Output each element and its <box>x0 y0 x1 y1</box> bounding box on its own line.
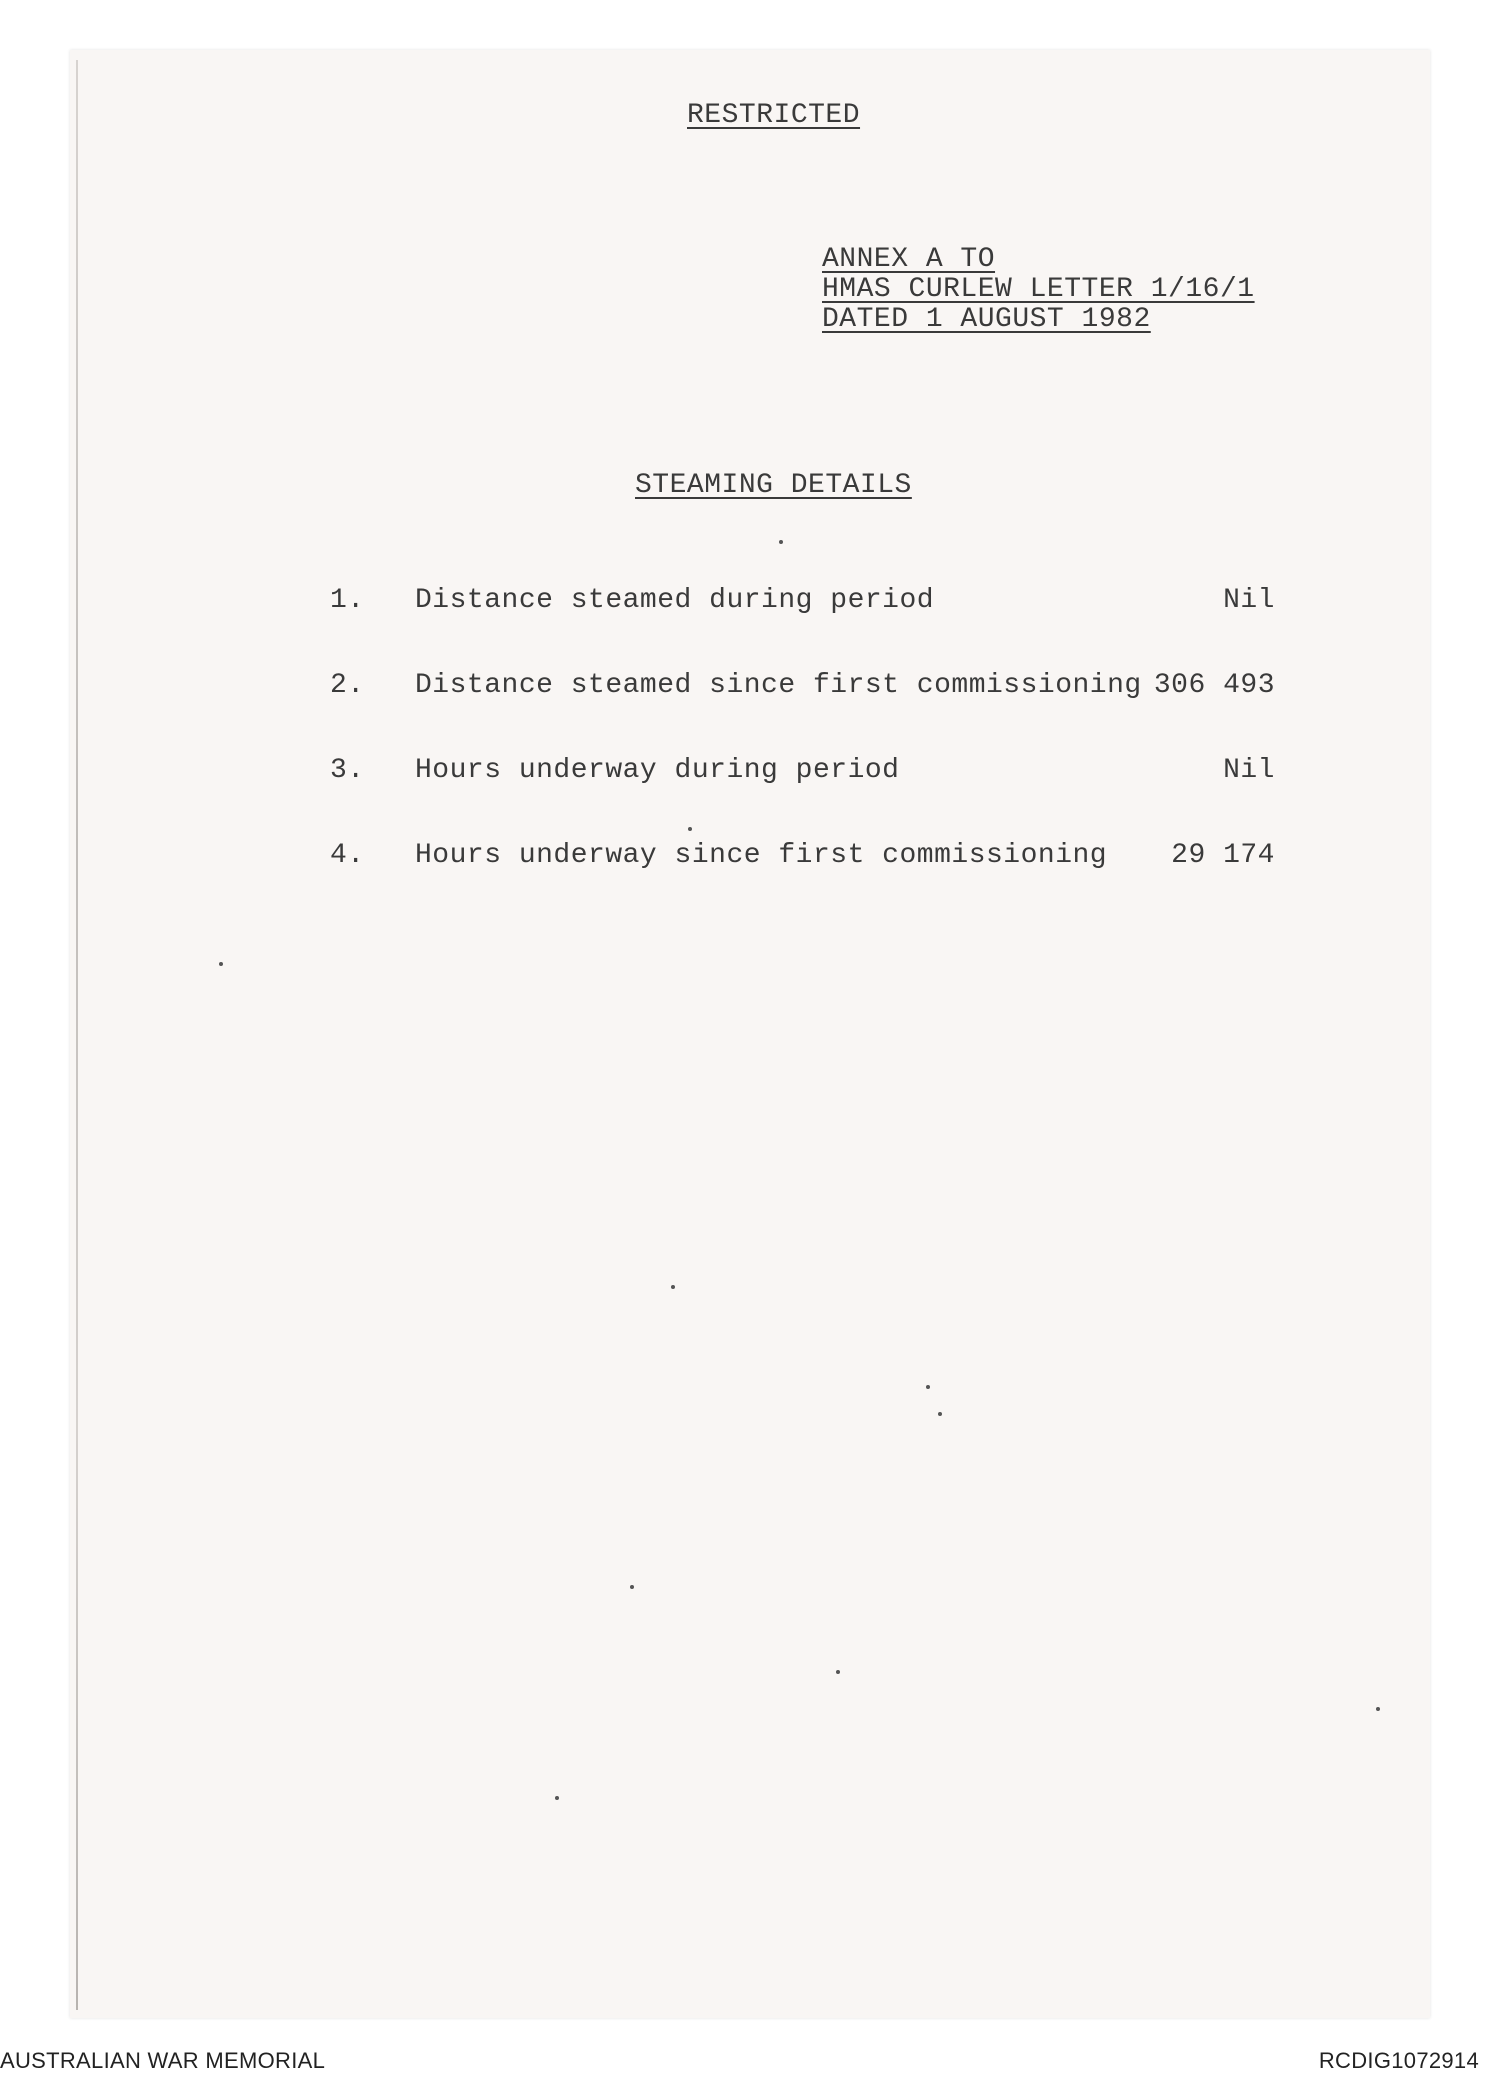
footer-reference-id: RCDIG1072914 <box>1318 2048 1479 2073</box>
item-label: Hours underway since first commissioning <box>415 840 1108 871</box>
paper-speck <box>836 1670 840 1674</box>
annex-line-1: ANNEX A TO <box>822 244 996 275</box>
classification-top: RESTRICTED <box>687 100 861 131</box>
item-value: 306 493 <box>1153 670 1275 701</box>
item-label: Distance steamed during period <box>415 585 935 616</box>
annex-reference <box>822 245 1255 335</box>
document-page <box>70 50 1430 2018</box>
list-item <box>330 670 1290 710</box>
paper-speck <box>938 1412 942 1416</box>
item-label: Distance steamed since first commissioning <box>415 670 1142 701</box>
paper-speck <box>688 827 692 831</box>
item-number: 1. <box>330 585 365 616</box>
item-number: 4. <box>330 840 365 871</box>
list-item <box>330 585 1290 625</box>
paper-speck <box>555 1796 559 1800</box>
paper-speck <box>926 1385 930 1389</box>
section-heading: STEAMING DETAILS <box>635 470 912 501</box>
page-edge-shadow <box>76 60 78 2010</box>
item-number: 2. <box>330 670 365 701</box>
item-value: 29 174 <box>1171 840 1275 871</box>
paper-speck <box>779 540 783 544</box>
list-item <box>330 755 1290 795</box>
footer-institution: AUSTRALIAN WAR MEMORIAL <box>0 2048 326 2073</box>
paper-speck <box>630 1585 634 1589</box>
annex-line-3: DATED 1 AUGUST 1982 <box>822 304 1151 335</box>
list-item <box>330 840 1290 880</box>
item-value: Nil <box>1223 585 1275 616</box>
item-value: Nil <box>1223 755 1275 786</box>
annex-line-2: HMAS CURLEW LETTER 1/16/1 <box>822 274 1255 305</box>
paper-speck <box>1376 1707 1380 1711</box>
item-number: 3. <box>330 755 365 786</box>
paper-speck <box>671 1285 675 1289</box>
paper-speck <box>219 962 223 966</box>
item-label: Hours underway during period <box>415 755 900 786</box>
